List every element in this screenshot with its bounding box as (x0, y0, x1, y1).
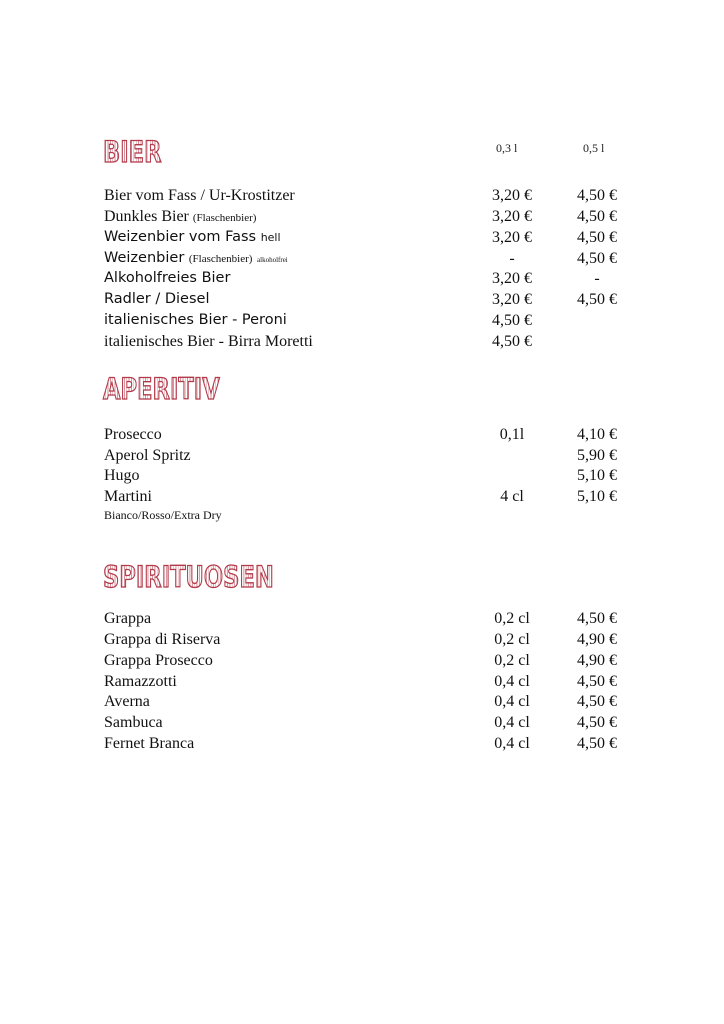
column-header-small: 0,3 l (496, 141, 518, 155)
price: 4,50 € (577, 610, 617, 627)
price-large: 4,50 € (577, 291, 617, 308)
item-name: Hugo (104, 467, 140, 484)
volume: 0,2 cl (494, 652, 530, 669)
volume: 0,4 cl (494, 714, 530, 731)
volume: 0,1l (499, 426, 525, 443)
menu-row (0, 248, 724, 269)
item-name: Radler / Diesel (104, 291, 210, 307)
menu-row (0, 289, 724, 310)
item-name (104, 206, 256, 229)
item-name: Aperol Spritz (104, 447, 191, 464)
item-label: Weizenbier vom Fass (104, 229, 257, 245)
menu-row (0, 608, 724, 629)
item-name: Ramazzotti (104, 673, 177, 690)
volume: 0,4 cl (494, 735, 530, 752)
menu-row (0, 424, 724, 445)
price-large: 4,50 € (577, 208, 617, 225)
price: 4,50 € (577, 693, 617, 710)
menu-row (0, 733, 724, 754)
item-name: italienisches Bier - Peroni (104, 312, 287, 328)
menu-row (0, 206, 724, 227)
price-large: 4,50 € (577, 250, 617, 267)
item-name: Averna (104, 693, 150, 710)
price-small: - (509, 250, 515, 267)
menu-row (0, 227, 724, 248)
item-note: (Flaschenbier) (188, 253, 253, 265)
section-title-aperitiv: APERITIV (103, 372, 220, 406)
item-name: Grappa Prosecco (104, 652, 213, 669)
menu-row (0, 465, 724, 486)
menu-row (0, 691, 724, 712)
item-name: Sambuca (104, 714, 163, 731)
volume: 4 cl (500, 488, 524, 505)
item-label: Dunkles Bier (104, 208, 189, 225)
price-small: 4,50 € (492, 333, 532, 350)
price-small: 3,20 € (492, 270, 532, 287)
menu-row (0, 331, 724, 352)
menu-row (0, 185, 724, 206)
volume: 0,2 cl (494, 610, 530, 627)
volume: 0,4 cl (494, 693, 530, 710)
item-name: Prosecco (104, 426, 162, 443)
price: 5,10 € (577, 488, 617, 505)
price-large: - (594, 270, 600, 287)
item-label: Weizenbier (104, 250, 185, 266)
menu-row (0, 629, 724, 650)
item-note: (Flaschenbier) (192, 212, 257, 224)
item-tiny-note: alkoholfrei (257, 256, 288, 264)
price: 4,10 € (577, 426, 617, 443)
menu-row (0, 310, 724, 331)
price: 4,50 € (577, 735, 617, 752)
volume: 0,2 cl (494, 631, 530, 648)
menu-row (0, 650, 724, 671)
column-header-large: 0,5 l (583, 141, 605, 155)
item-name: Alkoholfreies Bier (104, 270, 231, 286)
price-small: 3,20 € (492, 291, 532, 308)
price: 4,90 € (577, 652, 617, 669)
price-small: 3,20 € (492, 187, 532, 204)
menu-row (0, 268, 724, 289)
item-name: Grappa (104, 610, 152, 627)
price: 5,90 € (577, 447, 617, 464)
item-name: Bier vom Fass / Ur-Krostitzer (104, 187, 295, 204)
menu-row (0, 712, 724, 733)
price-small: 3,20 € (492, 229, 532, 246)
price: 4,90 € (577, 631, 617, 648)
item-name: Grappa di Riserva (104, 631, 221, 648)
price-large: 4,50 € (577, 229, 617, 246)
volume: 0,4 cl (494, 673, 530, 690)
menu-row (0, 445, 724, 466)
price: 4,50 € (577, 714, 617, 731)
price-small: 4,50 € (492, 312, 532, 329)
price-large: 4,50 € (577, 187, 617, 204)
item-name (104, 227, 281, 248)
menu-row (0, 671, 724, 692)
price: 4,50 € (577, 673, 617, 690)
menu-row (0, 486, 724, 507)
martini-varieties-note: Bianco/Rosso/Extra Dry (104, 508, 222, 522)
price-small: 3,20 € (492, 208, 532, 225)
section-title-spirituosen: SPIRITUOSEN (103, 560, 274, 594)
item-name: italienisches Bier - Birra Moretti (104, 333, 313, 350)
price: 5,10 € (577, 467, 617, 484)
item-name: Fernet Branca (104, 735, 195, 752)
item-note: hell (260, 231, 281, 244)
section-title-bier: BIER (103, 135, 162, 169)
item-name: Martini (104, 488, 152, 505)
